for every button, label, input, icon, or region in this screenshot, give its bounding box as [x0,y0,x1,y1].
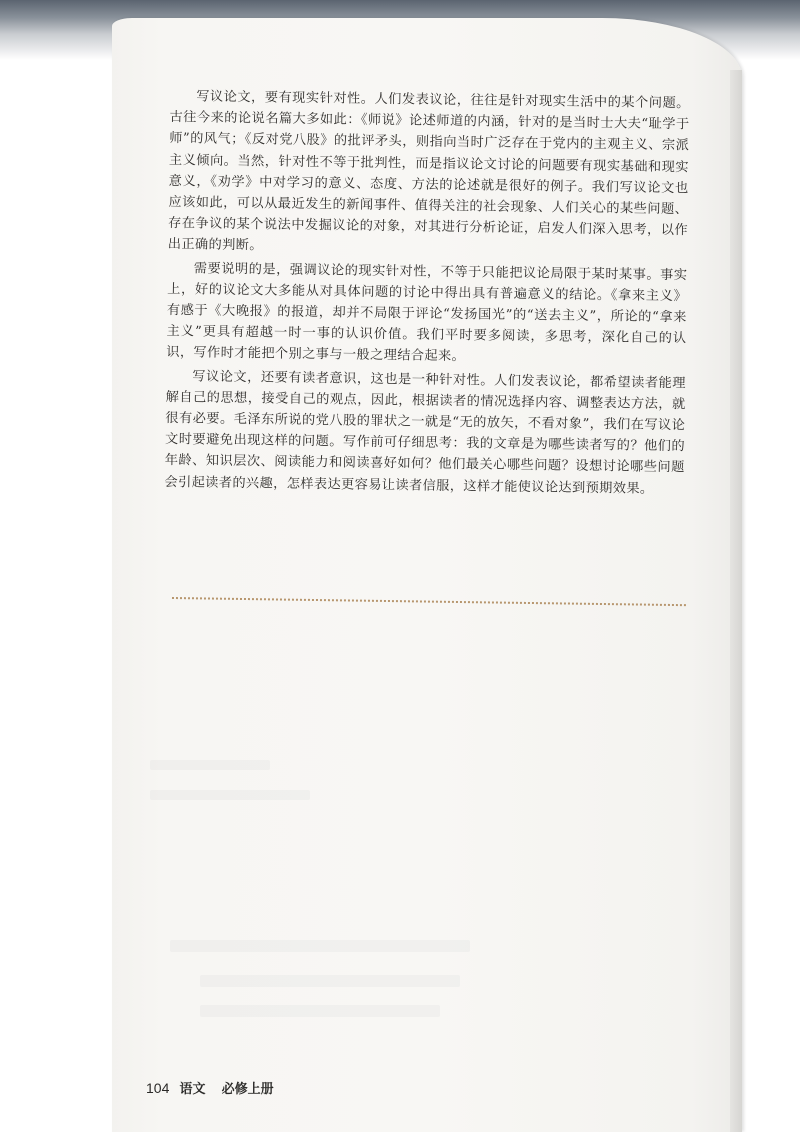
paragraph-1: 写议论文，要有现实针对性。人们发表议论，往往是针对现实生活中的某个问题。古往今来的论说名篇大多如此：《师说》论述师道的内涵，针对的是当时士大夫“耻学于师”的风气；《反对党八股》的批评矛头，则指向当时广泛存在于党内的主观主义、宗派主义倾向。当然，针对性不等于批判性，而是指议论文讨论的问题要有现实基础和现实意义，《劝学》中对学习的意义、态度、方法的论述就是很好的例子。我们写议论文也应该如此，可以从最近发生的新闻事件、值得关注的社会现象、人们关心的某些问题、存在争议的某个说法中发掘议论的对象，对其进行分析论证，启发人们深入思考，以作出正确的判断。 [167,89,690,254]
bleed-through-mark [200,1005,440,1017]
page-number: 104 [146,1080,170,1096]
paragraph-2: 需要说明的是，强调议论的现实针对性，不等于只能把议论局限于某时某事。事实上，好的议论文大多能从对具体问题的讨论中得出具有普遍意义的结论。《拿来主义》有感于《大晚报》的报道，却并不局限于评论“发扬国光”的“送去主义”，所论的“拿来主义”更具有超越一时一事的认识价值。我们平时要多阅读，多思考，深化自己的认识，写作时才能把个别之事与一般之理结合起来。 [166,260,688,365]
book-volume: 必修上册 [221,1082,274,1097]
bleed-through-mark [150,790,310,800]
page-footer [146,1078,274,1097]
paragraph-3: 写议论文，还要有读者意识，这也是一种针对性。人们发表议论，都希望读者能理解自己的思想，接受自己的观点，因此，根据读者的情况选择内容、调整表达方法，就很有必要。毛泽东所说的党八股的罪状之一就是“无的放矢，不看对象”，我们在写议论文时要避免出现这样的问题。写作前可仔细思考：我的文章是为哪些读者写的？他们的年龄、知识层次、阅读能力和阅读喜好如何？他们最关心哪些问题？设想讨论哪些问题会引起读者的兴趣，怎样表达更容易让读者信服，这样才能使议论达到预期效果。 [164,368,687,497]
bleed-through-mark [150,760,270,770]
bleed-through-mark [200,975,460,987]
page-edge [730,70,742,1132]
book-subject: 语文 [179,1082,206,1097]
bleed-through-mark [170,940,470,952]
body-text [164,86,690,502]
